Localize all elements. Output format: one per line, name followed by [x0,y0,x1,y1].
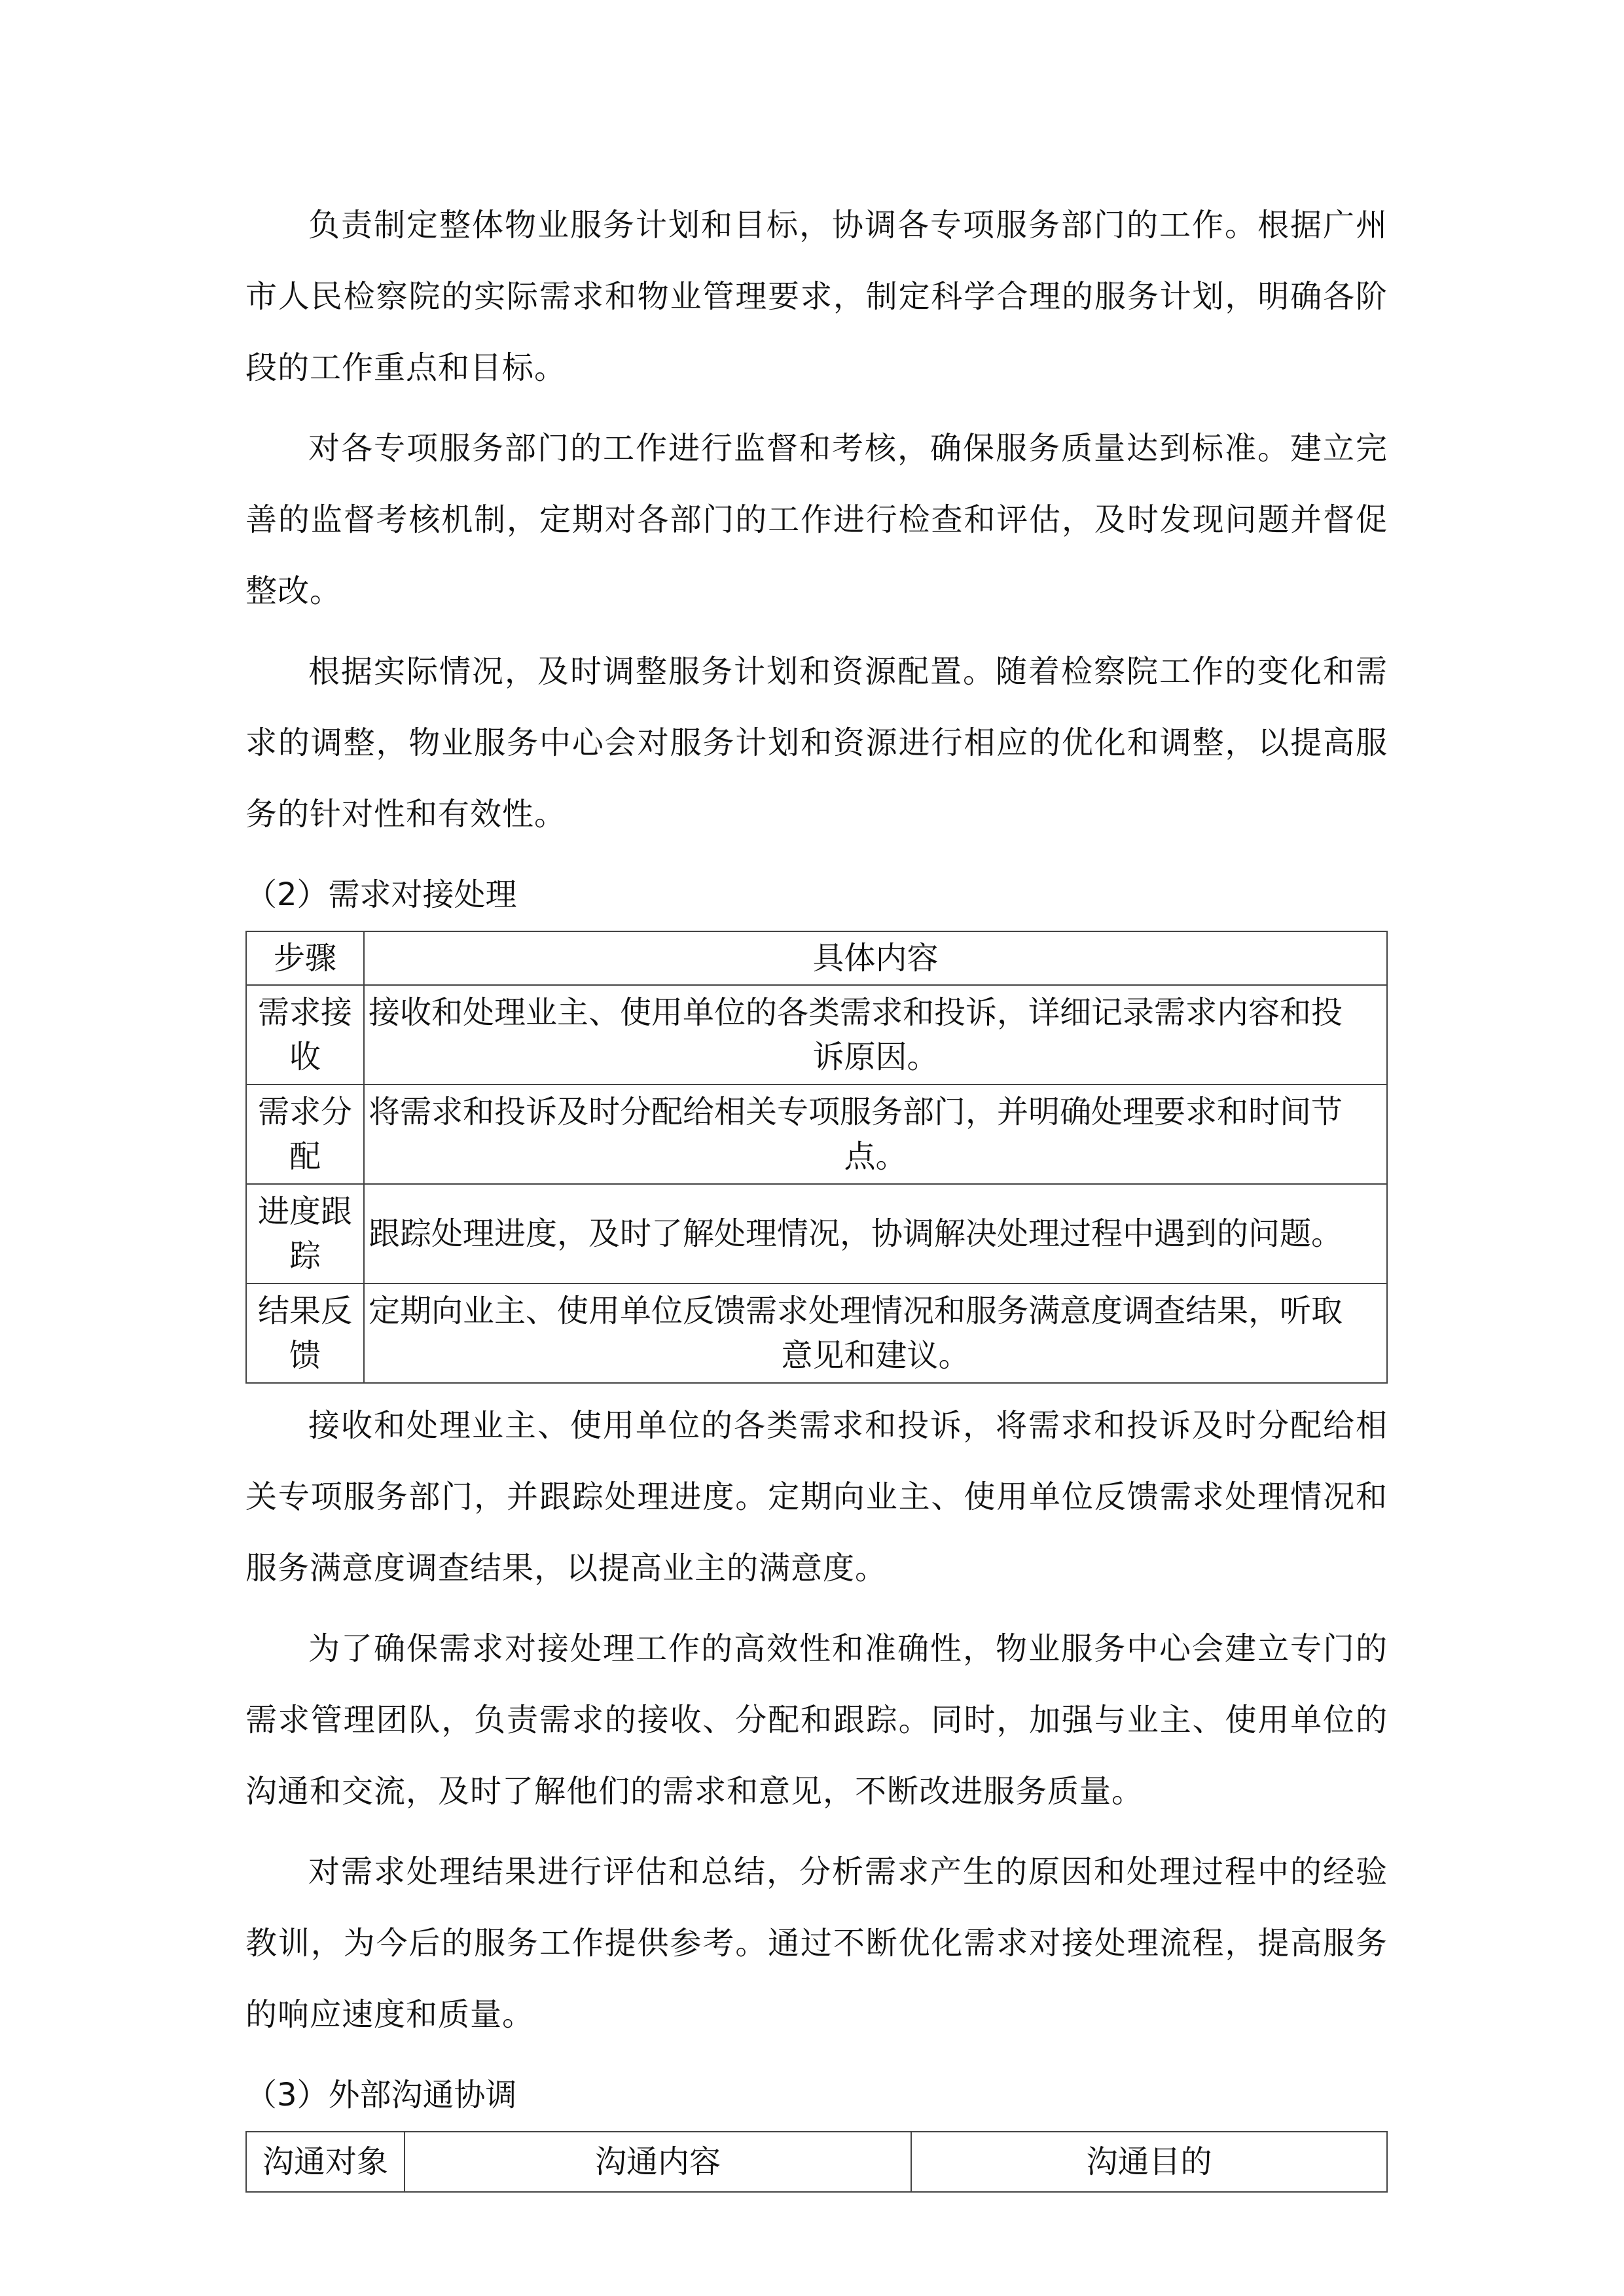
section-heading-3: （3）外部沟通协调 [245,2077,517,2113]
paragraph: 根据实际情况，及时调整服务计划和资源配置。随着检察院工作的变化和需求的调整，物业服务中心会对服务计划和资源进行相应的优化和调整，以提高服务的针对性和有效性。 [245,653,1388,833]
table-header-row [246,931,1387,985]
external-communication-table [245,2131,1388,2193]
table-row [246,985,1387,1085]
content-cell [364,1085,1387,1184]
content-cell [364,985,1387,1085]
step-line: 馈 [289,1337,321,1374]
table-header-cell: 沟通对象 [246,2132,405,2192]
table-row [246,1184,1387,1283]
content-line: 接收和处理业主、使用单位的各类需求和投诉，详细记录需求内容和投 [369,994,1343,1031]
step-cell [246,1184,364,1283]
step-line: 踪 [289,1238,321,1274]
content-line: 将需求和投诉及时分配给相关专项服务部门，并明确处理要求和时间节 [369,1094,1343,1130]
content-line: 点。 [844,1138,907,1175]
table-row [246,1085,1387,1184]
step-line: 收 [289,1039,321,1075]
content-line: 跟踪处理进度，及时了解处理情况，协调解决处理过程中遇到的问题。 [369,1215,1343,1252]
table-header-cell: 沟通目的 [911,2132,1387,2192]
table-header-cell: 步骤 [246,931,364,985]
content-cell [364,1283,1387,1383]
table-row [246,1283,1387,1383]
step-cell [246,1283,364,1383]
paragraph: 对需求处理结果进行评估和总结，分析需求产生的原因和处理过程中的经验教训，为今后的服务工作提供参考。通过不断优化需求对接处理流程，提高服务的响应速度和质量。 [245,1854,1388,2033]
paragraph: 负责制定整体物业服务计划和目标，协调各专项服务部门的工作。根据广州市人民检察院的实际需求和物业管理要求，制定科学合理的服务计划，明确各阶段的工作重点和目标。 [245,207,1388,386]
paragraph: 对各专项服务部门的工作进行监督和考核，确保服务质量达到标准。建立完善的监督考核机制，定期对各部门的工作进行检查和评估，及时发现问题并督促整改。 [245,430,1388,609]
content-cell [364,1184,1387,1283]
step-line: 需求分 [257,1094,352,1130]
demand-process-table [245,931,1388,1384]
step-line: 配 [289,1138,321,1175]
content-line: 定期向业主、使用单位反馈需求处理情况和服务满意度调查结果，听取 [369,1293,1343,1329]
step-cell [246,1085,364,1184]
paragraph: 为了确保需求对接处理工作的高效性和准确性，物业服务中心会建立专门的需求管理团队，负责需求的接收、分配和跟踪。同时，加强与业主、使用单位的沟通和交流，及时了解他们的需求和意见，不断改进服务质量。 [245,1630,1388,1810]
step-line: 需求接 [257,994,352,1031]
content-line: 诉原因。 [812,1039,939,1075]
step-line: 结果反 [257,1293,352,1329]
content-line: 意见和建议。 [781,1337,970,1374]
paragraph: 接收和处理业主、使用单位的各类需求和投诉，将需求和投诉及时分配给相关专项服务部门，并跟踪处理进度。定期向业主、使用单位反馈需求处理情况和服务满意度调查结果，以提高业主的满意度。 [245,1407,1388,1587]
step-line: 进度跟 [257,1193,352,1230]
table-header-cell: 具体内容 [364,931,1387,985]
section-heading-2: （2）需求对接处理 [245,876,517,913]
table-header-row [246,2132,1387,2192]
step-cell [246,985,364,1085]
document-page [245,190,1388,2193]
table-header-cell: 沟通内容 [405,2132,911,2192]
